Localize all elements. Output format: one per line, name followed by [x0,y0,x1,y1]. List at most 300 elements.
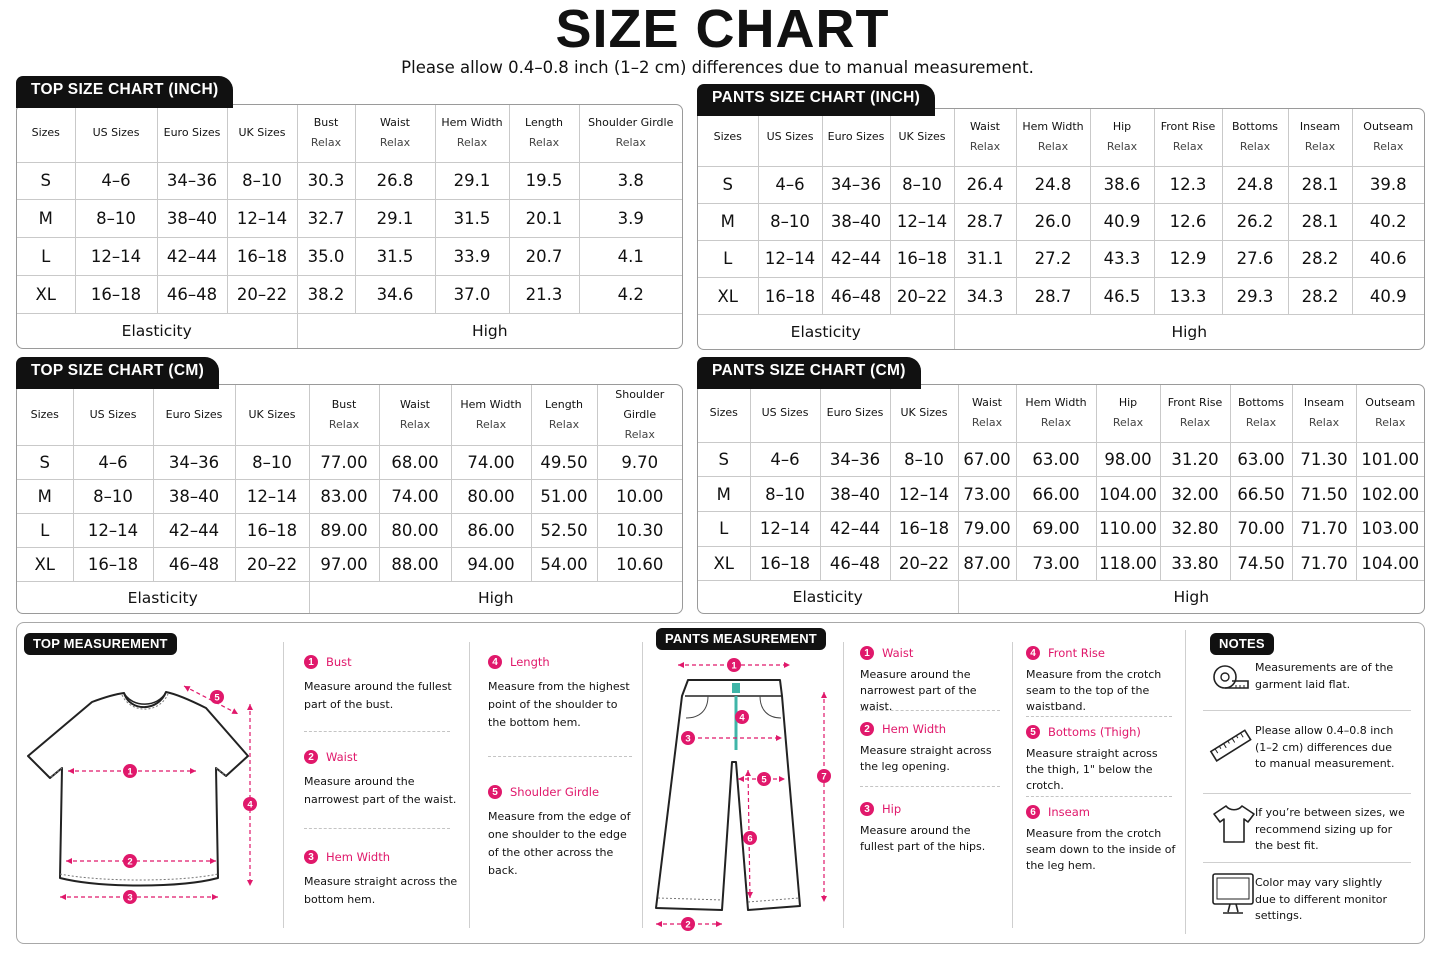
table-cell: 40.2 [1352,203,1424,240]
pants-cm-tab: PANTS SIZE CHART (CM) [697,357,921,389]
number-badge: 6 [1026,805,1040,819]
column-header [890,385,958,442]
table-cell: 43.3 [1090,240,1154,277]
column-header [227,105,297,162]
table-row [698,240,1424,277]
table-cell: 68.00 [379,446,451,480]
table-row [698,166,1424,203]
size-label: M [17,200,75,238]
column-header-label: Sizes [709,406,738,420]
elasticity-row [698,315,1424,349]
table-row [17,238,682,276]
table-cell: 71.50 [1292,477,1356,512]
divider [1203,793,1411,794]
top-cm-tab: TOP SIZE CHART (CM) [16,357,219,389]
column-header [1160,385,1230,442]
number-badge: 5 [1026,725,1040,739]
table-cell: 42–44 [820,511,890,546]
column-header-label: Bust [313,116,339,130]
table-cell: 104.00 [1356,546,1424,581]
svg-text:4: 4 [247,799,253,811]
column-header [1230,385,1292,442]
column-header-label: US Sizes [761,406,809,420]
table-cell: 98.00 [1096,442,1160,477]
column-header-label: Waist [969,120,1000,134]
table-cell: 77.00 [309,446,379,480]
divider [304,828,450,829]
table-cell: 8–10 [227,162,297,200]
table-cell: 12.9 [1154,240,1222,277]
table-cell: 69.00 [1016,511,1096,546]
column-header-sub: Relax [475,418,507,431]
size-label: S [698,166,758,203]
measure-name: Bottoms (Thigh) [1048,725,1141,739]
column-header-label: Hem Width [460,398,522,411]
column-header-sub: Relax [1304,140,1336,154]
column-header [820,385,890,442]
divider [860,786,1000,787]
table-cell: 38–40 [820,477,890,512]
table-cell: 12–14 [227,200,297,238]
table-cell: 20–22 [227,275,297,313]
table-cell: 16–18 [227,238,297,276]
column-header-label: Front Rise [1160,120,1216,134]
table-cell: 73.00 [958,477,1016,512]
measure-name: Hip [882,802,902,816]
table-cell: 80.00 [379,514,451,548]
table-row [17,548,682,582]
measure-desc: Measure from the edge of one shoulder to the edge of the other across the back. [488,810,631,877]
table-cell: 103.00 [1356,511,1424,546]
divider [642,642,643,928]
svg-text:5: 5 [761,774,767,786]
column-header [435,105,509,162]
measure-desc: Measure around the narrowest part of the waist. [860,668,977,713]
svg-text:1: 1 [127,766,133,778]
top-measure-hem-width [304,850,464,909]
divider [1185,630,1186,934]
table-cell: 54.00 [531,548,597,582]
column-header [750,385,820,442]
column-header [17,105,75,162]
column-header-sub: Relax [1172,140,1204,154]
table-cell: 4.2 [579,275,682,313]
column-header [451,385,531,446]
column-header-label: Hem Width [441,116,503,130]
table-cell: 80.00 [451,480,531,514]
measure-name: Front Rise [1048,646,1105,660]
table-cell: 10.30 [597,514,682,548]
table-cell: 8–10 [73,480,153,514]
table-cell: 38.6 [1090,166,1154,203]
table-cell: 74.00 [379,480,451,514]
column-header-label: Hem Width [1022,120,1084,134]
column-header [1016,385,1096,442]
pants-measure-waist [860,646,1005,715]
pants-cm-table [698,385,1424,613]
column-header-label: UK Sizes [238,126,286,140]
column-header-sub: Relax [528,136,560,150]
table-cell: 4–6 [750,442,820,477]
table-row [17,275,682,313]
measure-desc: Measure from the crotch seam down to the inside of the leg hem. [1026,827,1176,872]
table-cell: 87.00 [958,546,1016,581]
table-cell: 52.50 [531,514,597,548]
column-header [17,385,73,446]
column-header [153,385,235,446]
table-cell: 34–36 [820,442,890,477]
table-cell: 46–48 [157,275,227,313]
column-header-label: Euro Sizes [826,406,884,420]
table-cell: 16–18 [758,277,822,314]
table-cell: 21.3 [509,275,579,313]
table-cell: 20.7 [509,238,579,276]
table-header-row [698,109,1424,166]
column-header-sub: Relax [548,418,580,431]
table-cell: 110.00 [1096,511,1160,546]
table-row [698,511,1424,546]
table-cell: 27.6 [1222,240,1288,277]
table-cell: 101.00 [1356,442,1424,477]
number-badge: 4 [488,655,502,669]
table-cell: 26.0 [1016,203,1090,240]
elasticity-value: High [954,315,1424,349]
table-cell: 32.80 [1160,511,1230,546]
top-inch-tab: TOP SIZE CHART (INCH) [16,76,233,108]
table-cell: 19.5 [509,162,579,200]
column-header-sub: Relax [1373,140,1404,154]
pants-inch-table [698,109,1424,349]
measure-desc: Measure straight across the thigh, 1" below the crotch. [1026,747,1158,792]
table-cell: 70.00 [1230,511,1292,546]
column-header-label: Sizes [713,130,742,144]
monitor-icon [1210,870,1256,918]
table-cell: 28.7 [1016,277,1090,314]
table-cell: 97.00 [309,548,379,582]
elasticity-label: Elasticity [17,582,309,614]
table-cell: 31.20 [1160,442,1230,477]
column-header-label: US Sizes [766,130,814,144]
table-cell: 28.7 [954,203,1016,240]
svg-text:3: 3 [685,733,691,745]
table-cell: 12–14 [235,480,309,514]
table-cell: 89.00 [309,514,379,548]
column-header [758,109,822,166]
tshirt-diagram [20,678,270,912]
table-cell: 4–6 [75,162,157,200]
measure-desc: Measure straight across the leg opening. [860,744,992,773]
tshirt-icon [1212,802,1256,846]
column-header-label: Bust [331,398,357,411]
column-header-label: Hip [1118,396,1138,410]
table-cell: 12–14 [75,238,157,276]
column-header [1096,385,1160,442]
number-badge: 4 [1026,646,1040,660]
elasticity-row [17,582,682,614]
divider [1203,862,1411,863]
table-cell: 34.3 [954,277,1016,314]
measure-name: Hem Width [326,850,390,864]
column-header-sub: Relax [310,136,342,150]
column-header-sub: Relax [1037,140,1069,154]
size-label: S [17,446,73,480]
table-cell: 16–18 [73,548,153,582]
column-header-sub: Relax [1106,140,1138,154]
pants-inch-tab: PANTS SIZE CHART (INCH) [697,84,935,116]
table-cell: 71.70 [1292,511,1356,546]
number-badge: 5 [488,785,502,799]
table-cell: 46–48 [820,546,890,581]
column-header [1292,385,1356,442]
table-cell: 34–36 [157,162,227,200]
column-header-label: Bottoms [1237,396,1285,410]
elasticity-value: High [958,581,1424,613]
size-label: M [698,203,758,240]
column-header-label: Front Rise [1167,396,1223,410]
table-cell: 8–10 [75,200,157,238]
column-header-label: Sizes [30,408,59,421]
column-header-label: Waist [379,116,410,130]
table-cell: 12–14 [750,511,820,546]
column-header-label: Outseam [1365,396,1416,410]
measure-name: Waist [326,750,358,764]
column-header-label: US Sizes [89,408,137,421]
table-cell: 86.00 [451,514,531,548]
table-cell: 39.8 [1352,166,1424,203]
column-header-label: US Sizes [92,126,140,140]
table-cell: 12.3 [1154,166,1222,203]
svg-text:5: 5 [214,692,220,704]
table-cell: 12–14 [890,203,954,240]
table-cell: 8–10 [890,166,954,203]
column-header [698,109,758,166]
table-row [17,480,682,514]
column-header-sub: Relax [1375,416,1406,430]
table-cell: 3.9 [579,200,682,238]
divider [1012,642,1013,928]
top-measure-length [488,655,638,732]
column-header-label: Hem Width [1025,396,1087,410]
top-cm-table-box [16,384,683,614]
elasticity-value: High [309,582,682,614]
column-header-label: Waist [971,396,1002,410]
size-label: S [698,442,750,477]
divider [1203,710,1411,711]
table-cell: 9.70 [597,446,682,480]
table-cell: 29.1 [435,162,509,200]
size-label: XL [17,275,75,313]
column-header-label: Euro Sizes [827,130,885,144]
table-cell: 4.1 [579,238,682,276]
size-label: L [698,511,750,546]
note-text: If you’re between sizes, we recommend sizing up for the best fit. [1255,806,1405,852]
table-cell: 31.1 [954,240,1016,277]
table-cell: 67.00 [958,442,1016,477]
table-cell: 3.8 [579,162,682,200]
table-cell: 24.8 [1016,166,1090,203]
table-cell: 66.50 [1230,477,1292,512]
table-cell: 34–36 [153,446,235,480]
number-badge: 1 [304,655,318,669]
svg-text:3: 3 [127,892,133,904]
table-row [698,546,1424,581]
column-header [954,109,1016,166]
column-header-sub: Relax [1112,416,1144,430]
measure-desc: Measure around the fullest part of the hips. [860,824,986,853]
table-row [698,277,1424,314]
column-header-sub: Relax [328,418,360,431]
size-label: L [698,240,758,277]
table-cell: 38–40 [822,203,890,240]
table-cell: 38–40 [153,480,235,514]
table-cell: 83.00 [309,480,379,514]
table-cell: 4–6 [758,166,822,203]
pants-measure-inseam [1026,805,1176,874]
table-header-row [17,385,682,446]
table-cell: 31.5 [355,238,435,276]
svg-text:6: 6 [747,833,753,845]
top-cm-table [17,385,682,613]
table-cell: 34.6 [355,275,435,313]
table-cell: 16–18 [235,514,309,548]
table-cell: 20–22 [235,548,309,582]
elasticity-row [698,581,1424,613]
table-cell: 12–14 [890,477,958,512]
column-header [75,105,157,162]
column-header [309,385,379,446]
table-cell: 49.50 [531,446,597,480]
divider [488,756,632,757]
note-text: Measurements are of the garment laid flat. [1255,661,1394,691]
table-cell: 28.1 [1288,203,1352,240]
table-cell: 74.00 [451,446,531,480]
note-text: Color may vary slightly due to different monitor settings. [1255,876,1388,922]
table-cell: 40.9 [1352,277,1424,314]
table-cell: 63.00 [1016,442,1096,477]
measure-name: Hem Width [882,722,946,736]
page-title: SIZE CHART [555,0,890,59]
number-badge: 2 [860,722,874,736]
table-cell: 42–44 [822,240,890,277]
column-header-label: Hip [1112,120,1132,134]
table-cell: 16–18 [75,275,157,313]
column-header-sub: Relax [615,136,646,150]
column-header-label: Length [525,116,563,130]
table-cell: 28.2 [1288,277,1352,314]
table-cell: 38–40 [157,200,227,238]
table-cell: 40.6 [1352,240,1424,277]
column-header-label: Shoulder Girdle [588,116,674,130]
table-cell: 102.00 [1356,477,1424,512]
table-cell: 29.1 [355,200,435,238]
column-header [1154,109,1222,166]
elasticity-value: High [297,313,682,348]
table-cell: 37.0 [435,275,509,313]
measure-desc: Measure around the fullest part of the bust. [304,680,452,711]
table-cell: 42–44 [153,514,235,548]
pants-inch-table-box [697,108,1425,350]
column-header [1352,109,1424,166]
column-header [890,109,954,166]
table-row [17,446,682,480]
table-cell: 79.00 [958,511,1016,546]
column-header [73,385,153,446]
top-measure-shoulder-girdle [488,785,638,880]
table-cell: 71.30 [1292,442,1356,477]
table-cell: 38.2 [297,275,355,313]
table-cell: 13.3 [1154,277,1222,314]
column-header [379,385,451,446]
table-cell: 24.8 [1222,166,1288,203]
table-cell: 63.00 [1230,442,1292,477]
ruler-icon [1208,728,1254,764]
column-header [698,385,750,442]
divider [843,642,844,928]
column-header [157,105,227,162]
column-header-label: Outseam [1363,120,1414,134]
column-header-sub: Relax [971,416,1003,430]
measure-name: Bust [326,655,352,669]
column-header [531,385,597,446]
elasticity-label: Elasticity [698,581,958,613]
column-header [822,109,890,166]
size-label: XL [698,277,758,314]
number-badge: 3 [304,850,318,864]
size-label: XL [698,546,750,581]
column-header-label: UK Sizes [900,406,948,420]
pants-measure-bottoms [1026,725,1176,794]
column-header [1356,385,1424,442]
table-cell: 46–48 [822,277,890,314]
divider [1026,796,1172,797]
table-cell: 32.00 [1160,477,1230,512]
table-cell: 28.1 [1288,166,1352,203]
table-cell: 118.00 [1096,546,1160,581]
column-header-label: Waist [399,398,430,411]
measure-desc: Measure from the crotch seam to the top of the waistband. [1026,668,1162,713]
table-cell: 40.9 [1090,203,1154,240]
table-cell: 20–22 [890,546,958,581]
table-row [17,200,682,238]
pants-measurement-tab: PANTS MEASUREMENT [656,628,826,650]
table-cell: 28.2 [1288,240,1352,277]
table-cell: 88.00 [379,548,451,582]
number-badge: 1 [860,646,874,660]
table-cell: 12.6 [1154,203,1222,240]
column-header-label: Sizes [31,126,60,140]
measure-name: Shoulder Girdle [510,785,600,799]
table-cell: 71.70 [1292,546,1356,581]
measure-desc: Measure around the narrowest part of the waist. [304,775,457,806]
table-row [698,477,1424,512]
table-row [17,514,682,548]
size-label: L [17,514,73,548]
column-header [1288,109,1352,166]
column-header-label: Shoulder Girdle [615,388,665,421]
column-header [355,105,435,162]
table-cell: 51.00 [531,480,597,514]
table-cell: 10.60 [597,548,682,582]
table-cell: 8–10 [235,446,309,480]
column-header-label: Inseam [1303,396,1345,410]
size-label: M [698,477,750,512]
table-cell: 42–44 [157,238,227,276]
top-inch-table [17,105,682,348]
page-subtitle: Please allow 0.4–0.8 inch (1–2 cm) differences due to manual measurement. [401,58,1034,77]
table-cell: 33.9 [435,238,509,276]
table-cell: 34–36 [822,166,890,203]
table-cell: 10.00 [597,480,682,514]
